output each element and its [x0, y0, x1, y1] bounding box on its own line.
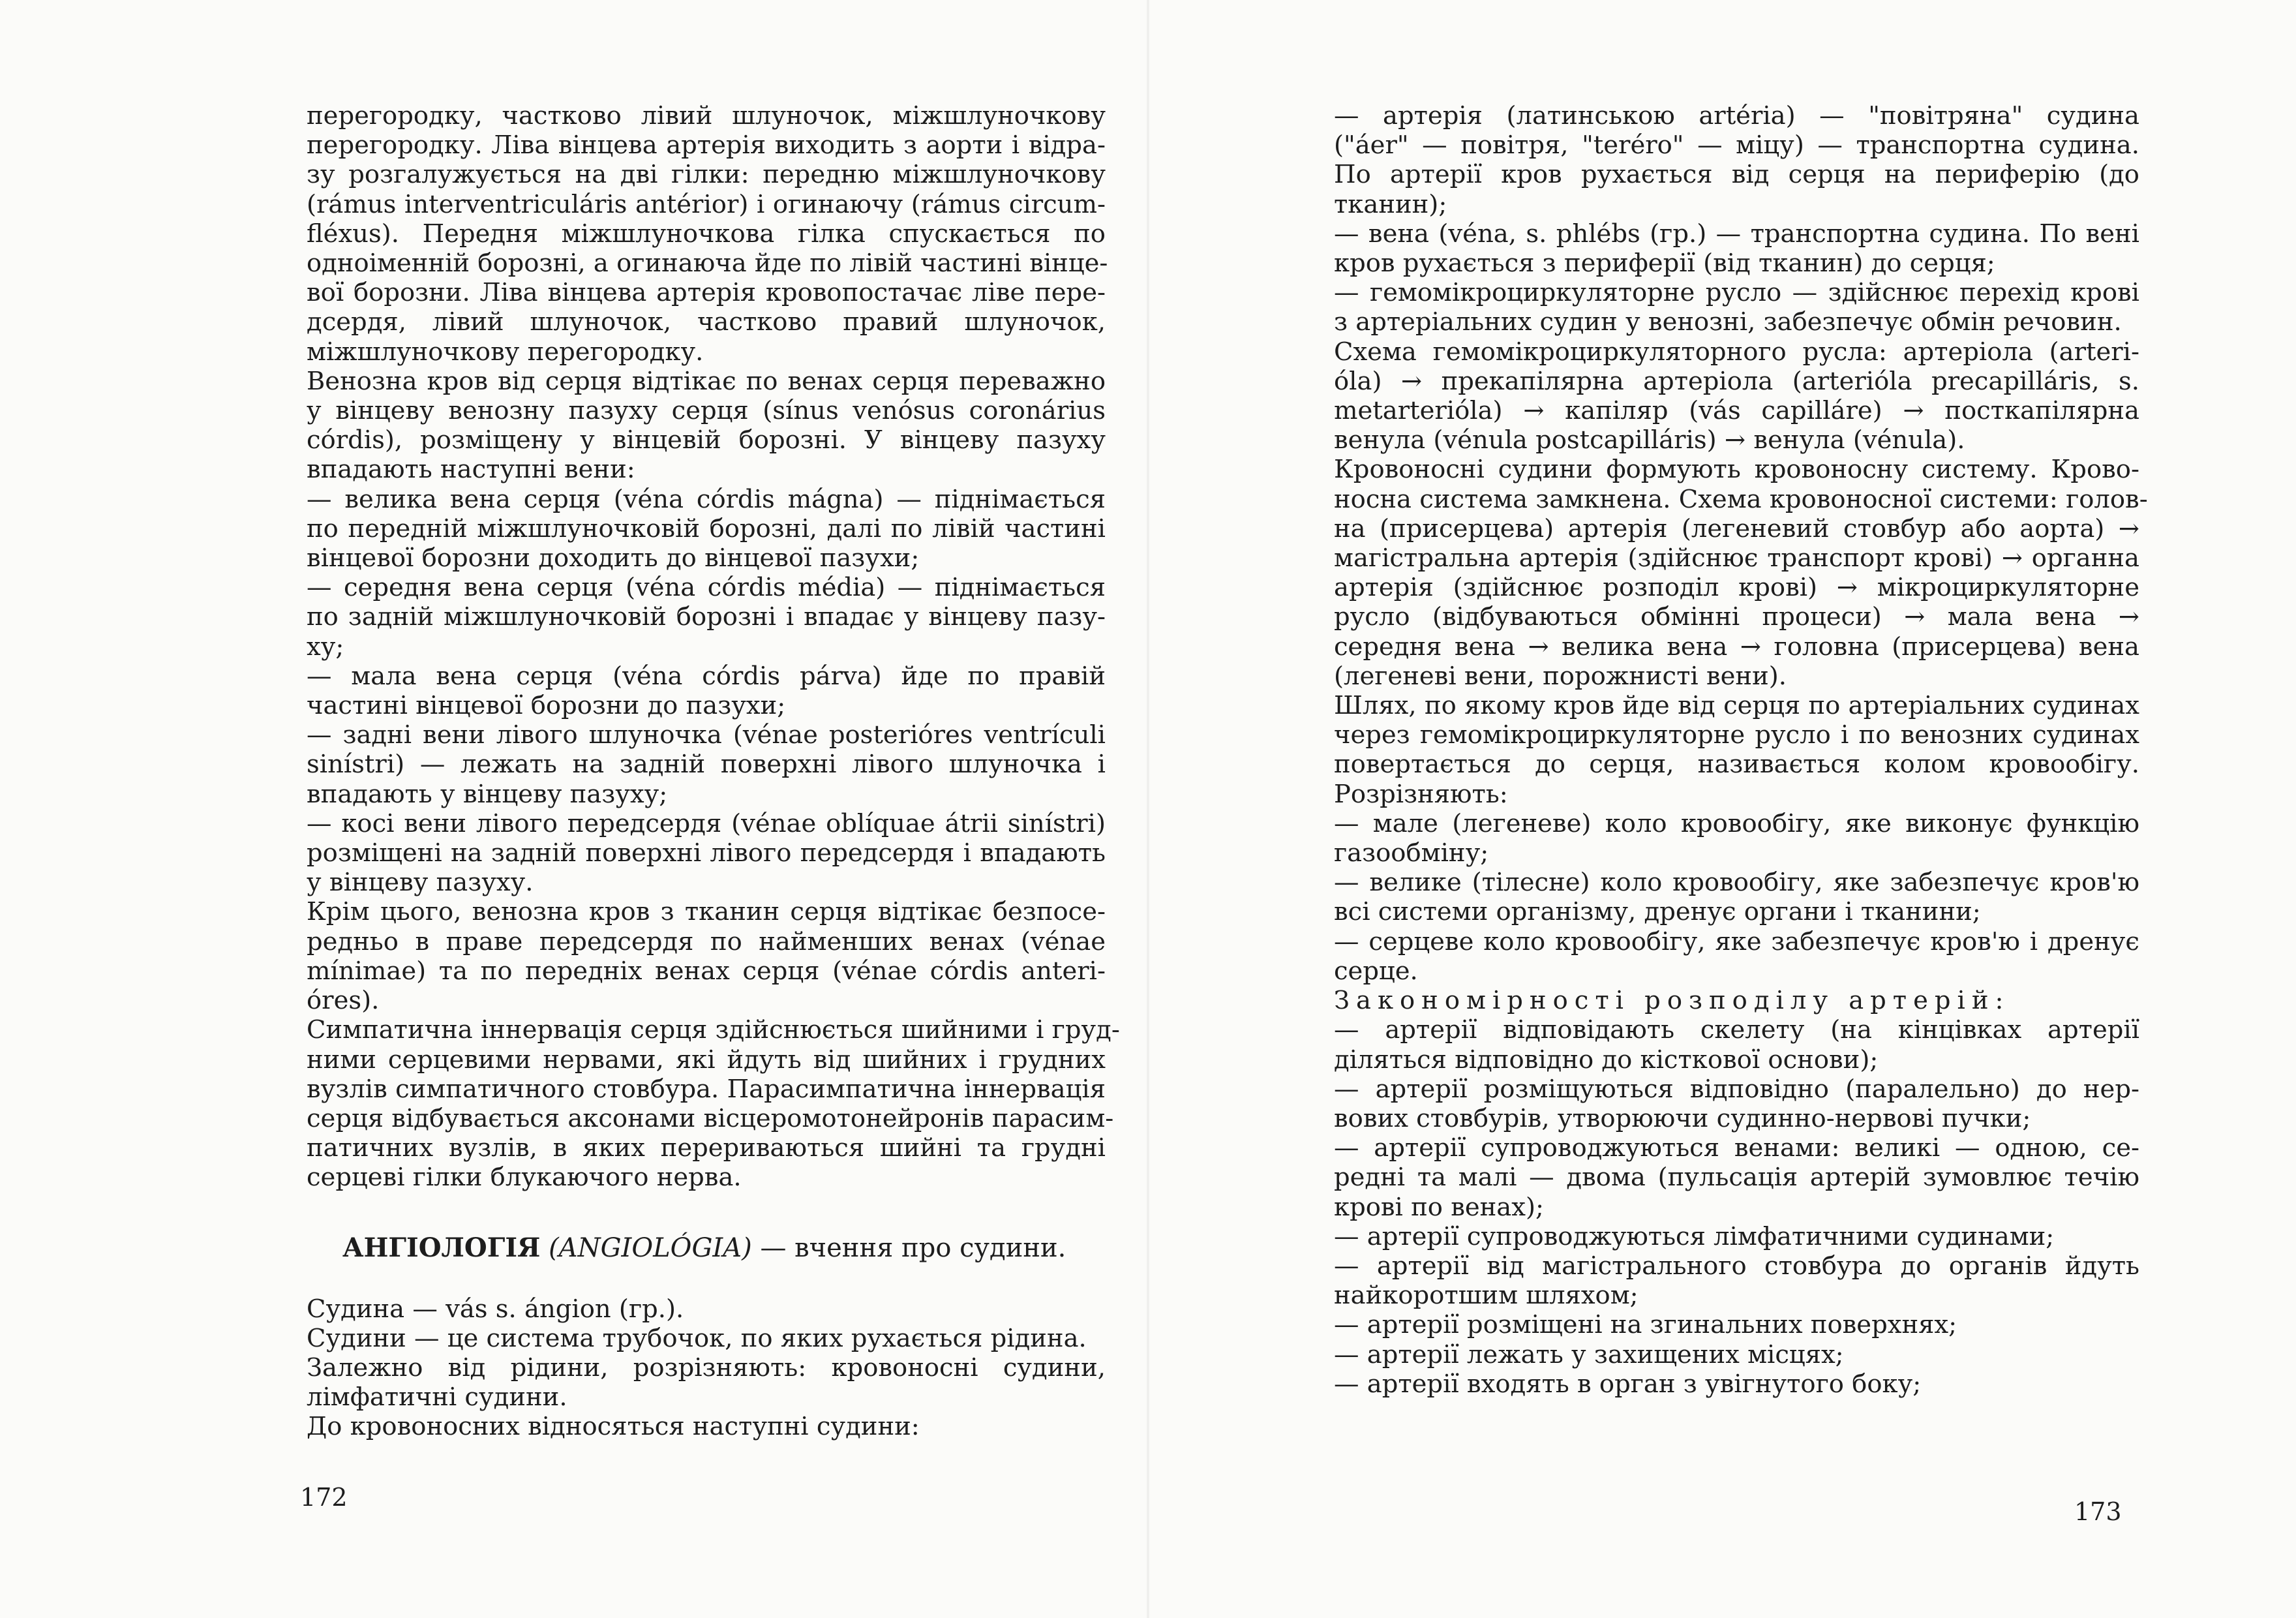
text-line: — середня вена серця (véna córdis média) — піднімається [307, 573, 1106, 603]
text-line: ними серцевими нервами, які йдуть від шийних і грудних [307, 1045, 1106, 1075]
text-line: впадають у вінцеву пазуху; [307, 779, 668, 809]
text-line: артерія (здійснює розподіл крові) → мікроциркуляторне [1334, 573, 2139, 603]
text-line: — вена (véna, s. phlébs (гр.) — транспортна судина. По вені [1334, 219, 2139, 249]
book-gutter [1147, 0, 1149, 1618]
left-page-text-after-heading [307, 1294, 1106, 1442]
text-line: русло (відбуваються обмінні процеси) → мала вена → [1334, 602, 2139, 632]
heading-bold: АНГІОЛОГІЯ [342, 1232, 541, 1263]
text-line: óla) → прекапілярна артеріола (arterióla precapilláris, s. [1334, 366, 2139, 396]
text-line: вузлів симпатичного стовбура. Парасимпатична іннервація [307, 1074, 1106, 1104]
text-line: — артерії розміщені на згинальних поверхнях; [1334, 1310, 1957, 1340]
text-line: дсердя, лівий шлуночок, частково правий шлуночок, [307, 307, 1106, 337]
text-line: перегородку. Ліва вінцева артерія виходить з аорти і відра- [307, 130, 1106, 160]
text-line: зу розгалужується на дві гілки: передню міжшлуночкову [307, 160, 1106, 190]
text-line: — мале (легеневе) коло кровообігу, яке виконує функцію [1334, 808, 2139, 838]
text-line: — артерії від магістрального стовбура до органів йдуть [1334, 1251, 2139, 1281]
text-line: крові по венах); [1334, 1192, 1544, 1222]
text-line: До кровоносних відносяться наступні судини: [307, 1412, 920, 1442]
text-line: всі системи організму, дренує органи і тканини; [1334, 897, 1981, 927]
text-line: Крім цього, венозна кров з тканин серця відтікає безпосе- [307, 897, 1106, 927]
text-line: впадають наступні вени: [307, 455, 635, 485]
text-line: — артерії супроводжуються лімфатичними судинами; [1334, 1221, 2055, 1251]
text-line: повертається до серця, називається колом кровообігу. [1334, 750, 2139, 780]
text-line: — артерії входять в орган з увігнутого боку; [1334, 1369, 1922, 1399]
text-line: — артерії лежать у захищених місцях; [1334, 1339, 1844, 1369]
text-line: — артерія (латинською artéria) — "повітряна" судина [1334, 101, 2139, 130]
text-line: metarterióla) → капіляр (vás capilláre) → посткапілярна [1334, 396, 2139, 426]
text-line: по передній міжшлуночковій борозні, далі по лівій частині [307, 513, 1106, 543]
heading-latin: (ANGIOLÓGIA) [549, 1232, 752, 1263]
text-line: на (присерцева) артерія (легеневий стовбур або аорта) → [1334, 513, 2139, 543]
text-line: лімфатичні судини. [307, 1382, 567, 1412]
text-line: перегородку, частково лівий шлуночок, міжшлуночкову [307, 101, 1106, 130]
text-line: — гемомікроциркуляторне русло — здійснює перехід крові [1334, 278, 2139, 308]
text-line: Закономірності розподілу артерій: [1334, 986, 2010, 1016]
text-line: венула (vénula postcapilláris) → венула (vénula). [1334, 425, 1965, 455]
text-line: серця відбувається аксонами вісцеромотонейронів парасим- [307, 1103, 1114, 1133]
text-line: по задній міжшлуночковій борозні і впадає у вінцеву пазу- [307, 602, 1106, 632]
text-line: у вінцеву пазуху. [307, 868, 534, 898]
right-page [1334, 101, 2148, 1399]
page-number-right: 173 [2074, 1497, 2122, 1526]
text-line: носна система замкнена. Схема кровоносної системи: голов- [1334, 484, 2148, 514]
text-line: — артерії розміщуються відповідно (паралельно) до нер- [1334, 1074, 2139, 1104]
text-line: ("áer" — повітря, "teréro" — міцу) — транспортна судина. [1334, 130, 2139, 160]
text-line: вінцевої борозни доходить до вінцевої пазухи; [307, 543, 920, 573]
text-line: Симпатична іннервація серця здійснюється шийними і груд- [307, 1015, 1120, 1045]
text-line: редньо в праве передсердя по найменших венах (vénae [307, 926, 1106, 956]
text-line: Кровоносні судини формують кровоносну систему. Крово- [1334, 455, 2139, 485]
text-line: частині вінцевої борозни до пазухи; [307, 691, 786, 721]
text-line: Венозна кров від серця відтікає по венах серця переважно [307, 366, 1106, 396]
text-line: міжшлуночкову перегородку. [307, 337, 704, 367]
text-line: редні та малі — двома (пульсація артерій зумовлює течію [1334, 1163, 2139, 1193]
text-line: córdis), розміщену у вінцевій борозні. У вінцеву пазуху [307, 425, 1106, 455]
page-number-left: 172 [300, 1483, 348, 1512]
text-line: магістральна артерія (здійснює транспорт крові) → органна [1334, 543, 2139, 573]
left-page [307, 101, 1120, 1442]
right-page-text [1334, 101, 2148, 1399]
text-line: — артерії супроводжуються венами: великі — одною, се- [1334, 1133, 2139, 1163]
text-line: Судини — це система трубочок, по яких рухається рідина. [307, 1323, 1087, 1353]
text-line: у вінцеву венозну пазуху серця (sínus venósus coronárius [307, 396, 1106, 426]
text-line: розміщені на задній поверхні лівого передсердя і впадають [307, 838, 1106, 868]
text-line: — мала вена серця (véna córdis párva) йде по правій [307, 661, 1106, 691]
text-line: — велика вена серця (véna córdis mágna) — піднімається [307, 484, 1106, 514]
text-line: серцеві гілки блукаючого нерва. [307, 1163, 742, 1193]
text-line: Шлях, по якому кров йде від серця по артеріальних судинах [1334, 691, 2139, 721]
text-line: Схема гемомікроциркуляторного русла: артеріола (arteri- [1334, 337, 2139, 367]
text-line: найкоротшим шляхом; [1334, 1281, 1639, 1311]
text-line: fléxus). Передня міжшлуночкова гілка спускається по [307, 219, 1106, 249]
text-line: — серцеве коло кровообігу, яке забезпечує кров'ю і дренує [1334, 926, 2139, 956]
text-line: Розрізняють: [1334, 779, 1508, 809]
text-line: вових стовбурів, утворюючи судинно-нервові пучки; [1334, 1103, 2031, 1133]
text-line: Залежно від рідини, розрізняють: кровоносні судини, [307, 1352, 1106, 1382]
text-line: одноіменній борозні, а огинаюча йде по лівій частині вінце- [307, 249, 1108, 279]
text-line: По артерії кров рухається від серця на периферію (до [1334, 160, 2139, 190]
text-line: з артеріальних судин у венозні, забезпечує обмін речовин. [1334, 307, 2122, 337]
section-heading [342, 1233, 1106, 1263]
text-line: — задні вени лівого шлуночка (vénae posterióres ventrículi [307, 720, 1106, 750]
text-line: óres). [307, 986, 380, 1016]
text-line: mínimae) та по передніх венах серця (vénae córdis anteri- [307, 956, 1106, 986]
text-line: патичних вузлів, в яких перериваються шийні та грудні [307, 1133, 1106, 1163]
text-line: (rámus interventriculáris antérior) і огинаючу (rámus circum- [307, 189, 1106, 219]
text-line: серце. [1334, 956, 1418, 986]
text-line: — артерії відповідають скелету (на кінцівках артерії [1334, 1015, 2139, 1045]
text-line: Судина — vás s. ángion (гр.). [307, 1294, 684, 1324]
text-line: вої борозни. Ліва вінцева артерія кровопостачає ліве пере- [307, 278, 1106, 308]
left-page-text [307, 101, 1120, 1193]
text-line: ху; [307, 632, 344, 662]
text-line: через гемомікроциркуляторне русло і по венозних судинах [1334, 720, 2139, 750]
text-line: газообміну; [1334, 838, 1489, 868]
heading-rest: — вчення про судини. [760, 1232, 1066, 1263]
text-line: — косі вени лівого передсердя (vénae oblíquae átrii sinístri) [307, 808, 1106, 838]
text-line: sinístri) — лежать на задній поверхні лівого шлуночка і [307, 750, 1106, 780]
text-line: (легеневі вени, порожнисті вени). [1334, 661, 1787, 691]
text-line: середня вена → велика вена → головна (присерцева) вена [1334, 632, 2139, 662]
text-line: діляться відповідно до кісткової основи); [1334, 1045, 1879, 1075]
text-line: — велике (тілесне) коло кровообігу, яке забезпечує кров'ю [1334, 868, 2139, 898]
text-line: кров рухається з периферії (від тканин) до серця; [1334, 249, 1995, 279]
text-line: тканин); [1334, 189, 1447, 219]
